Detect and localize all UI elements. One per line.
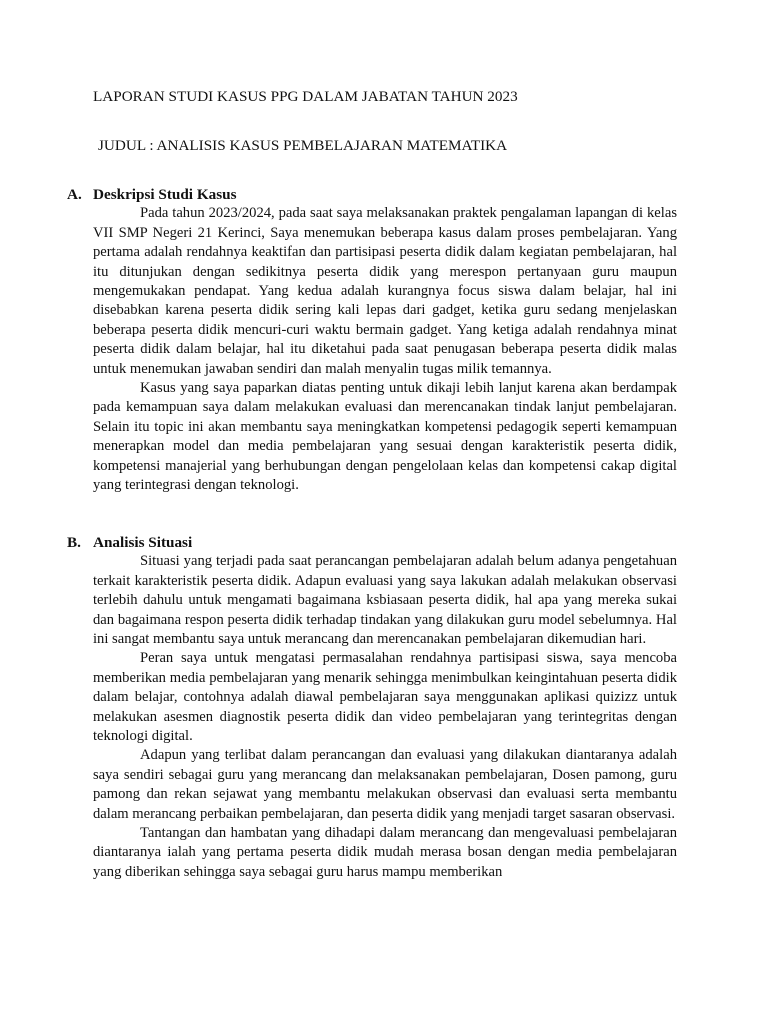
paragraph: Tantangan dan hambatan yang dihadapi dalam merancang dan mengevaluasi pembelajaran diantaranya ialah yang pertama peserta didik mudah merasa bosan dengan media pembelajaran yang diberikan sehingga saya sebagai guru harus mampu memberikan bbox=[93, 825, 677, 880]
section-analisis-situasi bbox=[67, 533, 677, 882]
paragraph: Kasus yang saya paparkan diatas penting untuk dikaji lebih lanjut karena akan berdampak pada kemampuan saya dalam melakukan evaluasi dan merencanakan tindak lanjut pembelajaran. Selain itu topic ini akan membantu saya meningkatkan kompetensi pedagogik seperti kemampuan menerapkan model dan media pembelajaran yang sesuai dengan karakteristik peserta didik, kompetensi manajerial yang berhubungan dengan pengelolaan kelas dan kompetensi cakap digital yang terintegrasi dengan teknologi. bbox=[93, 380, 677, 494]
document-subtitle: JUDUL : ANALISIS KASUS PEMBELAJARAN MATEMATIKA bbox=[98, 137, 508, 154]
section-letter: A. bbox=[67, 186, 82, 203]
paragraph: Situasi yang terjadi pada saat perancangan pembelajaran adalah belum adanya pengetahuan terkait karakteristik peserta didik. Adapun evaluasi yang saya lakukan adalah melakukan observasi terlebih dahulu untuk mengamati bagaimana ksbiasaan peserta didik, hal apa yang mereka sukai dan bagaimana respon peserta didik terhadap tindakan yang dilakukan guru model sebelumnya. Hal ini sangat membantu saya untuk merancang dan merencanakan pembelajaran dikemudian hari. bbox=[93, 553, 677, 648]
section-letter: B. bbox=[67, 534, 81, 551]
document-title: LAPORAN STUDI KASUS PPG DALAM JABATAN TAHUN 2023 bbox=[93, 88, 518, 105]
section-heading-text: Analisis Situasi bbox=[93, 534, 193, 551]
section-heading-text: Deskripsi Studi Kasus bbox=[93, 186, 237, 203]
paragraph: Adapun yang terlibat dalam perancangan dan evaluasi yang dilakukan diantaranya adalah saya sendiri sebagai guru yang merancang dan melaksanakan pembelajaran, Dosen pamong, guru pamong dan rekan sejawat yang membantu melakukan observasi dan evaluasi serta membantu dalam merancang perbaikan pembelajaran, dan peserta didik yang menjadi target sasaran observasi. bbox=[93, 747, 677, 822]
section-heading bbox=[67, 185, 677, 204]
section-body bbox=[93, 204, 677, 495]
section-body bbox=[93, 552, 677, 882]
section-heading bbox=[67, 533, 677, 552]
paragraph: Peran saya untuk mengatasi permasalahan rendahnya partisipasi siswa, saya mencoba memberikan media pembelajaran yang menarik sehingga menimbulkan keingintahuan peserta didik dalam belajar, contohnya adalah diawal pembelajaran saya menggunakan aplikasi quizizz untuk melakukan asesmen diagnostik peserta didik dan video pembelajaran yang terintegritas dengan teknologi digital. bbox=[93, 650, 677, 745]
section-deskripsi-studi-kasus bbox=[67, 185, 677, 495]
paragraph: Pada tahun 2023/2024, pada saat saya melaksanakan praktek pengalaman lapangan di kelas VII SMP Negeri 21 Kerinci, Saya menemukan beberapa kasus dalam proses pembelajaran. Yang pertama adalah rendahnya keaktifan dan partisipasi peserta didik dalam kegiatan pembelajaran, hal itu ditunjukan dengan sedikitnya peserta didik yang merespon pertanyaan guru maupun mengemukakan pendapat. Yang kedua adalah kurangnya focus siswa dalam belajar, hal ini disebabkan karena peserta didik sering kali lepas dari gadget, ketika guru sedang menjelaskan beberapa peserta didik mencuri-curi waktu bermain gadget. Yang ketiga adalah rendahnya minat peserta didik dalam belajar, hal itu diketahui pada saat penugasan beberapa peserta didik malas untuk menemukan jawaban sendiri dan malah menyalin tugas milik temannya. bbox=[93, 205, 677, 377]
